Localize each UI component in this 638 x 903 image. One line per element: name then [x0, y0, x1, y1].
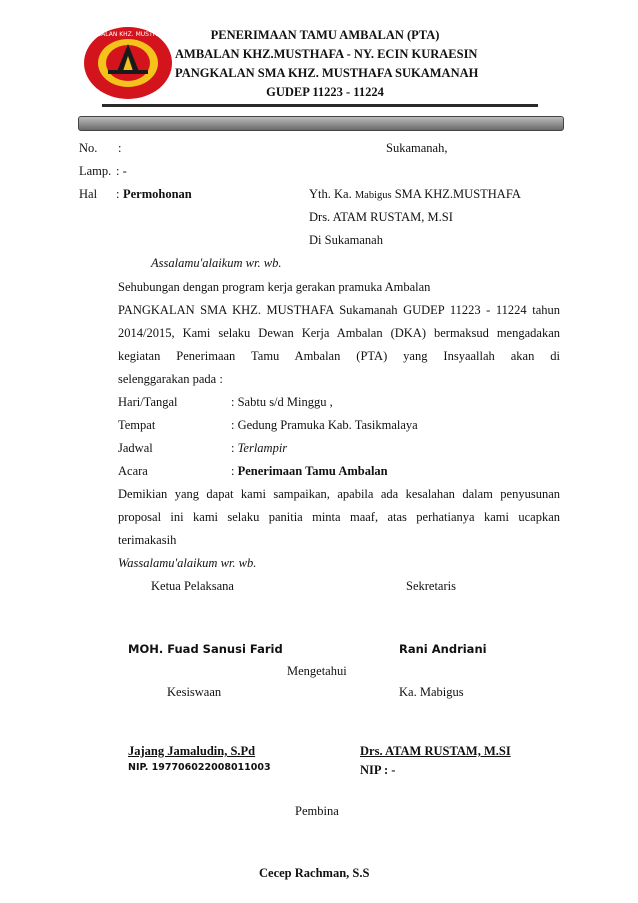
svg-text:AMBALAN KHZ. MUSTHAFA: AMBALAN KHZ. MUSTHAFA [87, 31, 169, 38]
detail-label: Tempat [118, 418, 156, 432]
ketua-title: Ketua Pelaksana [151, 579, 234, 593]
sekretaris-title: Sekretaris [406, 579, 456, 593]
detail-value: : Sabtu s/d Minggu , [231, 395, 333, 409]
paragraph2-line: terimakasih [118, 533, 177, 547]
pembina-title: Pembina [295, 804, 339, 818]
mabigus-name: Drs. ATAM RUSTAM, M.SI [360, 744, 511, 758]
header-pangkalan: PANGKALAN SMA KHZ. MUSTHAFA SUKAMANAH [175, 66, 479, 80]
hal-colon: : [116, 187, 120, 201]
header-bar [78, 116, 564, 131]
recipient-line3: Di Sukamanah [309, 233, 383, 247]
paragraph1-line: PANGKALAN SMA KHZ. MUSTHAFA Sukamanah GUDEP 11223 - 11224 tahun [118, 303, 560, 317]
lamp-value: : - [116, 164, 127, 178]
paragraph1-line: kegiatan Penerimaan Tamu Ambalan (PTA) yang Insyaallah akan di [118, 349, 560, 363]
detail-label: Acara [118, 464, 148, 478]
paragraph2-line: proposal ini kami selaku panitia minta maaf, atas perhatianya kami ucapkan [118, 510, 560, 524]
hal-label: Hal [79, 187, 98, 201]
no-value: : [118, 141, 122, 155]
paragraph1-line: selenggarakan pada : [118, 372, 223, 386]
mengetahui-label: Mengetahui [287, 664, 347, 678]
header-rule [102, 104, 538, 107]
header-ambalan: AMBALAN KHZ.MUSTHAFA - NY. ECIN KURAESIN [175, 47, 478, 61]
paragraph2-line: Demikian yang dapat kami sampaikan, apabila ada kesalahan dalam penyusunan [118, 487, 560, 501]
detail-value: : Penerimaan Tamu Ambalan [231, 464, 388, 478]
header-title: PENERIMAAN TAMU AMBALAN (PTA) [210, 28, 440, 42]
detail-value: : Terlampir [231, 441, 288, 455]
greeting: Assalamu'alaikum wr. wb. [151, 256, 282, 270]
hal-value: Permohonan [123, 187, 192, 201]
mabigus-nip: NIP : - [360, 763, 396, 777]
kesiswaan-name: Jajang Jamaludin, S.Pd [128, 744, 256, 758]
header-gudep: GUDEP 11223 - 11224 [266, 85, 384, 99]
detail-label: Hari/Tangal [118, 395, 178, 409]
kesiswaan-nip: NIP. 197706022008011003 [128, 762, 271, 773]
kesiswaan-title: Kesiswaan [167, 685, 222, 699]
recipient-line2: Drs. ATAM RUSTAM, M.SI [309, 210, 453, 224]
paragraph1-line: Sehubungan dengan program kerja gerakan pramuka Ambalan [118, 280, 431, 294]
no-label: No. [79, 141, 98, 155]
closing-salutation: Wassalamu'alaikum wr. wb. [118, 556, 257, 570]
detail-value: : Gedung Pramuka Kab. Tasikmalaya [231, 418, 418, 432]
pembina-name: Cecep Rachman, S.S [259, 866, 370, 880]
recipient-line1: Yth. Ka. Mabigus SMA KHZ.MUSTHAFA [309, 187, 521, 201]
ketua-name: MOH. Fuad Sanusi Farid [128, 642, 283, 656]
place-date: Sukamanah, [386, 141, 448, 155]
detail-label: Jadwal [118, 441, 153, 455]
ambalan-logo [82, 22, 174, 104]
lamp-label: Lamp. [79, 164, 112, 178]
paragraph1-line: 2014/2015, Kami selaku Dewan Kerja Ambalan (DKA) bermaksud mengadakan [118, 326, 560, 340]
sekretaris-name: Rani Andriani [399, 642, 487, 656]
mabigus-title: Ka. Mabigus [399, 685, 464, 699]
